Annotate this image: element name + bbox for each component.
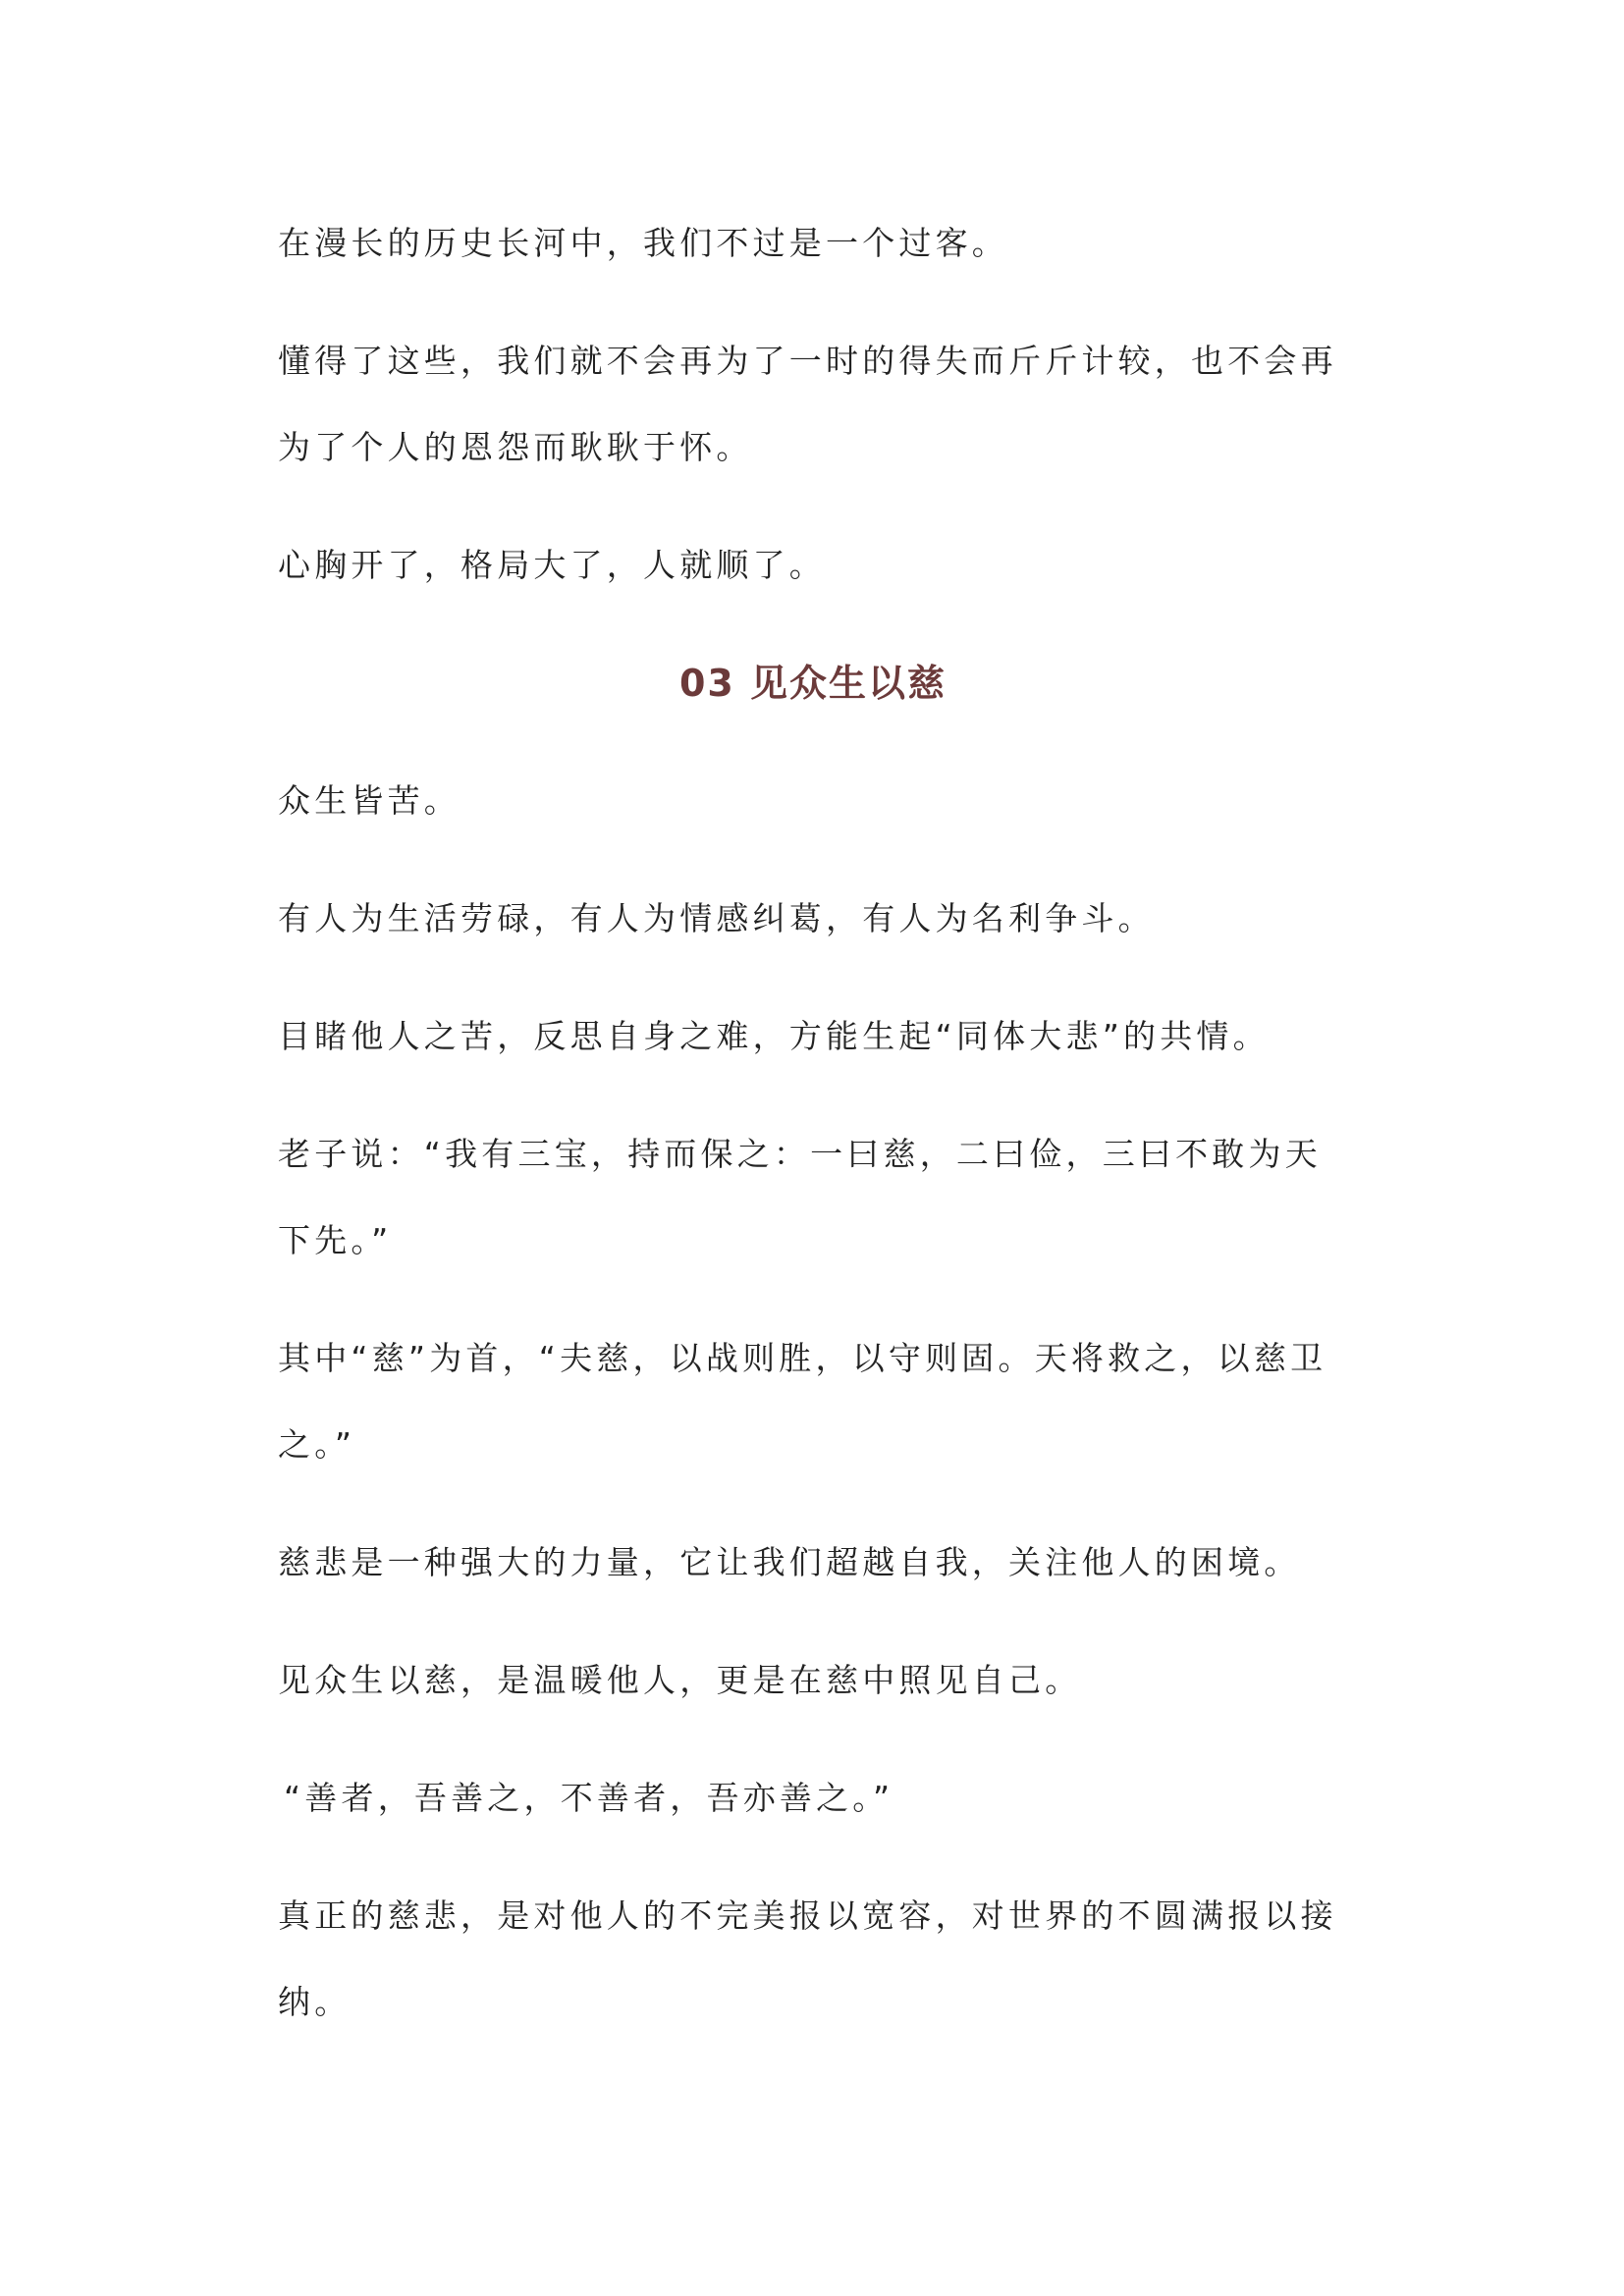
paragraph: 其中“慈”为首，“夫慈，以战则胜，以守则固。天将救之，以慈卫之。” (278, 1339, 1327, 1464)
paragraph: 见众生以慈，是温暖他人，更是在慈中照见自己。 (278, 1661, 1082, 1699)
quote-paragraph: “善者，吾善之，不善者，吾亦善之。” (284, 1779, 894, 1817)
paragraph: 心胸开了，格局大了，人就顺了。 (278, 546, 826, 584)
paragraph: 老子说：“我有三宝，持而保之：一曰慈，二曰俭，三曰不敢为天下先。” (278, 1135, 1322, 1259)
document-page (278, 200, 1358, 2077)
paragraph: 目睹他人之苦，反思自身之难，方能生起“同体大悲”的共情。 (278, 1017, 1270, 1055)
paragraph: 慈悲是一种强大的力量，它让我们超越自我，关注他人的困境。 (278, 1543, 1301, 1581)
section-heading: 03 见众生以慈 (678, 662, 947, 705)
paragraph: 有人为生活劳碌，有人为情感纠葛，有人为名利争斗。 (278, 899, 1155, 937)
paragraph: 真正的慈悲，是对他人的不完美报以宽容，对世界的不圆满报以接纳。 (278, 1896, 1337, 2021)
paragraph: 在漫长的历史长河中，我们不过是一个过客。 (278, 224, 1008, 262)
paragraph: 众生皆苦。 (278, 781, 460, 820)
paragraph: 懂得了这些，我们就不会再为了一时的得失而斤斤计较，也不会再为了个人的恩怨而耿耿于怀。 (278, 342, 1337, 466)
